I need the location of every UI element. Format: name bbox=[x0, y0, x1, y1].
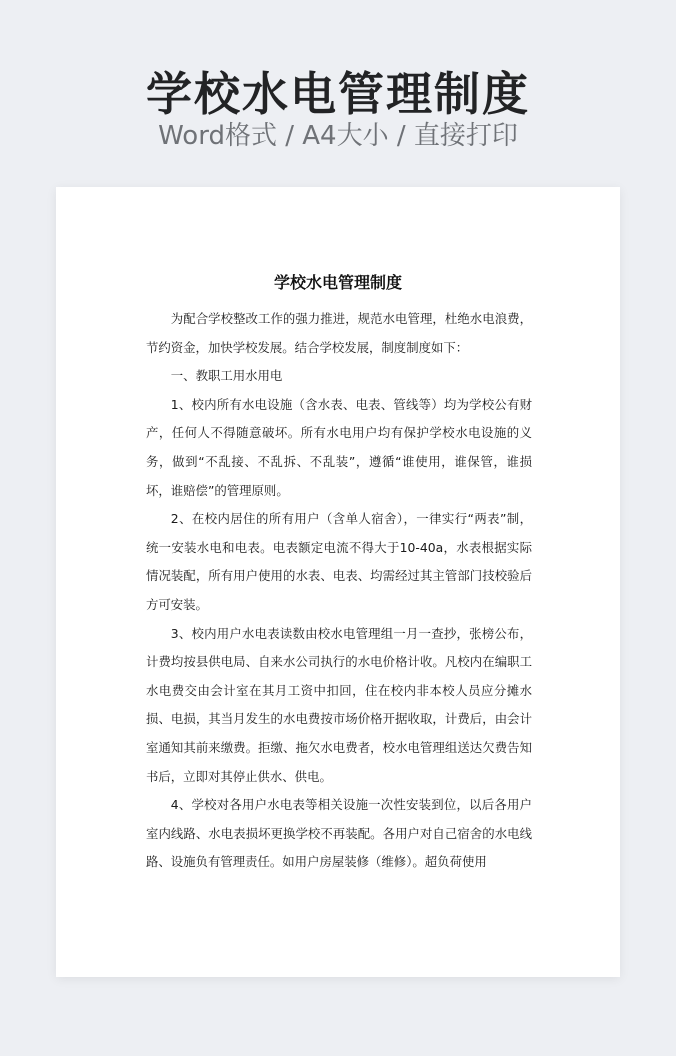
paragraph-item-4: 4、学校对各用户水电表等相关设施一次性安装到位，以后各用户室内线路、水电表损坏更换学校不再装配。各用户对自己宿舍的水电线路、设施负有管理责任。如用户房屋装修（维修）。超负荷使用 bbox=[146, 797, 532, 870]
document-page bbox=[56, 187, 620, 977]
paragraph-item-3: 3、校内用户水电表读数由校水电管理组一月一查抄，张榜公布，计费均按县供电局、自来水公司执行的水电价格计收。凡校内在编职工水电费交由会计室在其月工资中扣回，住在校内非本校人员应分摊水损、电损，其当月发生的水电费按市场价格开据收取，计费后，由会计室通知其前来缴费。拒缴、拖欠水电费者，校水电管理组送达欠费告知书后，立即对其停止供水、供电。 bbox=[146, 625, 532, 784]
banner-title: 学校水电管理制度 bbox=[146, 67, 530, 121]
section-heading: 一、教职工用水用电 bbox=[170, 368, 283, 384]
paragraph-item-1: 1、校内所有水电设施（含水表、电表、管线等）均为学校公有财产，任何人不得随意破坏。所有水电用户均有保护学校水电设施的义务，做到“不乱接、不乱拆、不乱装”，遵循“谁使用，谁保管，谁损坏，谁赔偿”的管理原则。 bbox=[146, 396, 532, 498]
banner-subtitle: Word格式 / A4大小 / 直接打印 bbox=[158, 121, 518, 151]
document-body bbox=[146, 305, 532, 877]
paragraph-intro: 为配合学校整改工作的强力推进，规范水电管理，杜绝水电浪费，节约资金，加快学校发展。结合学校发展，制度制度如下： bbox=[146, 311, 532, 355]
document-title: 学校水电管理制度 bbox=[273, 273, 402, 292]
paragraph-item-2: 2、在校内居住的所有用户（含单人宿舍），一律实行“两表”制，统一安装水电和电表。电表额定电流不得大于10-40a，水表根据实际情况装配，所有用户使用的水表、电表、均需经过其主管部门技校验后方可安装。 bbox=[146, 511, 532, 612]
